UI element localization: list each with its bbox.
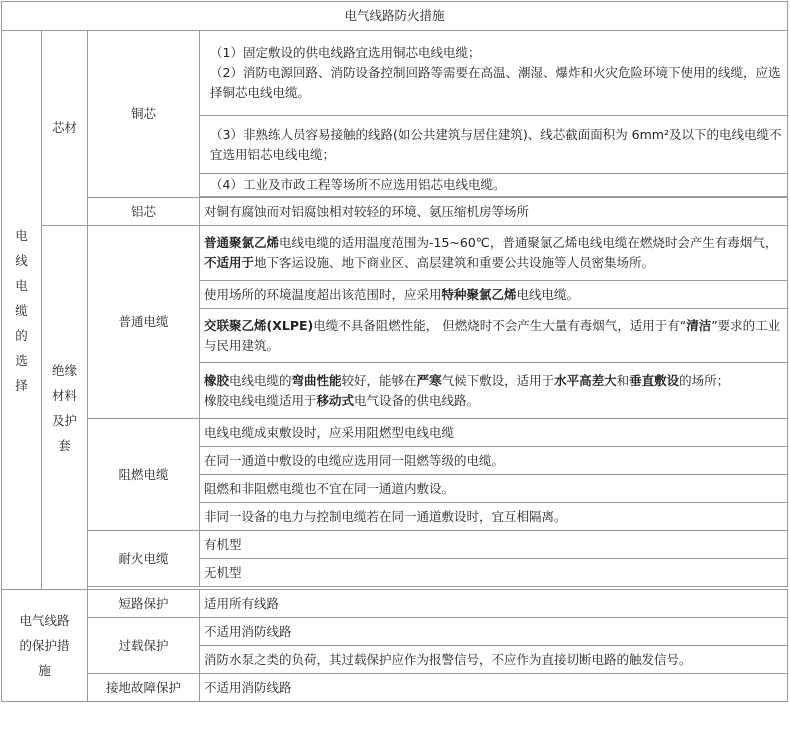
xlpe-cable-text: 交联聚乙烯(XLPE)电缆不具备阻燃性能， 但燃烧时不会产生大量有毒烟气，适用于有“清洁”要求的工业与民用建筑。 (200, 309, 788, 363)
fire-measures-table (1, 1, 788, 702)
flame-retardant-item: 电线电缆成束敷设时，应采用阻燃型电线电缆 (200, 419, 788, 447)
overload-protection-item: 消防水泵之类的负荷，其过载保护应作为报警信号，不应作为直接切断电路的触发信号。 (200, 646, 788, 674)
pvc-cable-text: 普通聚氯乙烯电线电缆的适用温度范围为-15~60℃，普通聚氯乙烯电线电缆在燃烧时会产生有毒烟气，不适用于地下客运设施、地下商业区、高层建筑和重要公共设施等人员密集场所。 (200, 226, 788, 281)
copper-core-item: （3）非熟练人员容易接触的线路(如公共建筑与居住建筑)、线芯截面面积为 6mm²及以下的电线电缆不宜选用铝芯电线电缆； (200, 116, 788, 174)
aluminum-core-label: 铝芯 (88, 198, 200, 226)
protection-measures-label: 电气线路 的保护措 施 (2, 590, 88, 702)
copper-core-label: 铜芯 (88, 31, 200, 198)
ground-fault-protection-text: 不适用消防线路 (200, 674, 788, 702)
overload-protection-item: 不适用消防线路 (200, 618, 788, 646)
ground-fault-protection-label: 接地故障保护 (88, 674, 200, 702)
short-circuit-protection-label: 短路保护 (88, 590, 200, 618)
flame-retardant-cable-label: 阻燃电缆 (88, 419, 200, 531)
core-material-label: 芯材 (42, 31, 88, 226)
flame-retardant-item: 阻燃和非阻燃电缆也不宜在同一通道内敷设。 (200, 475, 788, 503)
copper-core-item: （1）固定敷设的供电线路宜选用铜芯电线电缆； （2）消防电源回路、消防设备控制回路等需要在高温、潮湿、爆炸和火灾危险环境下使用的线缆，应选择铜芯电线电缆。 (200, 31, 788, 116)
insulation-sheath-label: 绝缘 材料 及护 套 (42, 226, 88, 590)
table-title: 电气线路防火措施 (2, 2, 788, 31)
flame-retardant-item: 在同一通道中敷设的电缆应选用同一阻燃等级的电缆。 (200, 447, 788, 475)
short-circuit-protection-text: 适用所有线路 (200, 590, 788, 618)
special-pvc-text: 使用场所的环境温度超出该范围时，应采用特种聚氯乙烯电线电缆。 (200, 281, 788, 309)
flame-retardant-item: 非同一设备的电力与控制电缆若在同一通道敷设时，宜互相隔离。 (200, 503, 788, 531)
aluminum-core-text: 对铜有腐蚀而对铝腐蚀相对较轻的环境、氨压缩机房等场所 (200, 198, 788, 226)
fire-resistant-item: 无机型 (200, 559, 788, 587)
ordinary-cable-label: 普通电缆 (88, 226, 200, 419)
copper-core-item: （4）工业及市政工程等场所不应选用铝芯电线电缆。 (200, 174, 788, 197)
fire-resistant-item: 有机型 (200, 531, 788, 559)
rubber-cable-text: 橡胶电线电缆的弯曲性能较好，能够在严寒气候下敷设，适用于水平高差大和垂直敷设的场所； 橡胶电线电缆适用于移动式电气设备的供电线路。 (200, 363, 788, 419)
fire-resistant-cable-label: 耐火电缆 (88, 531, 200, 587)
wire-cable-selection-label: 电 线 电 缆 的 选 择 (2, 31, 42, 590)
overload-protection-label: 过载保护 (88, 618, 200, 674)
